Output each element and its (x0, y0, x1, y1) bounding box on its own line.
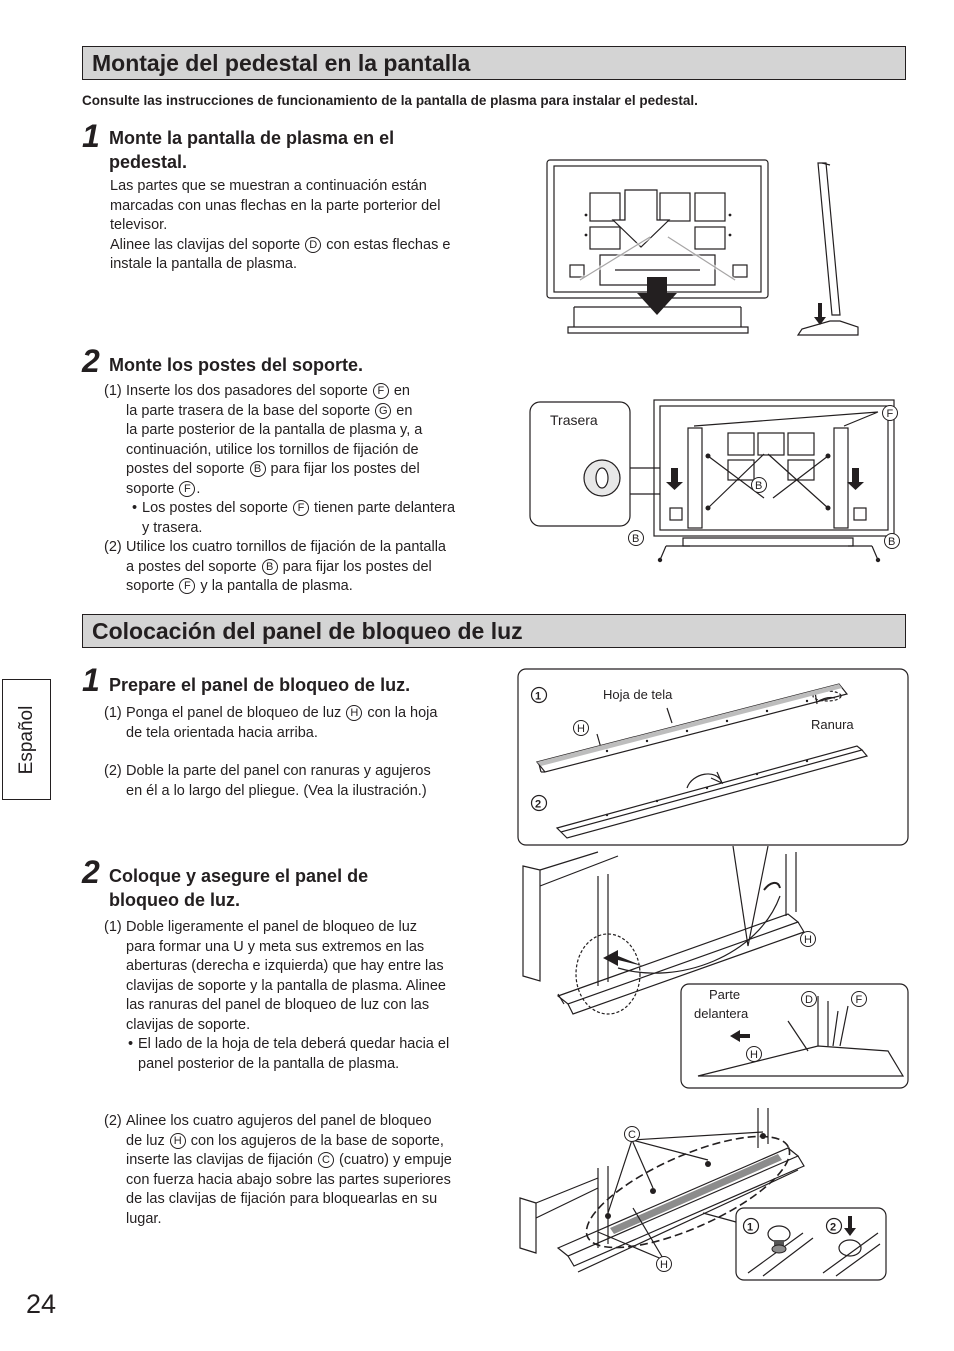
text-line (126, 1132, 504, 1152)
part-label-b: B (888, 536, 896, 548)
section-header-pedestal (82, 46, 906, 80)
text-line: la parte posterior de la pantalla de plasma y, a (126, 422, 423, 438)
bullet-item (130, 499, 514, 538)
section-title: Colocación del panel de bloqueo de luz (92, 618, 523, 644)
text-line (126, 558, 514, 578)
item-number: (2) (104, 1113, 122, 1129)
part-label-b: B (250, 461, 266, 477)
text-line: de las clavijas de fijación para bloquearlas en su (126, 1191, 438, 1207)
bullet: • (128, 1036, 134, 1052)
label-trasera: Trasera (550, 412, 598, 428)
part-label-b: B (755, 480, 763, 492)
step-title-line: Monte la pantalla de plasma en el (109, 128, 395, 148)
step-title: Prepare el panel de bloqueo de luz. (109, 675, 411, 695)
insert-panel-illustration (518, 846, 910, 1090)
text-line: instale la pantalla de plasma. (110, 256, 298, 272)
item-number: (1) (104, 919, 122, 935)
text-line (126, 577, 514, 597)
part-label-h: H (170, 1133, 186, 1149)
text-line (126, 460, 514, 480)
label-hoja-de-tela: Hoja de tela (603, 687, 673, 702)
text: con la hoja (363, 705, 438, 721)
item-number: (1) (104, 705, 122, 721)
part-label-f: F (373, 383, 389, 399)
part-label-c: C (628, 1129, 636, 1141)
text-line: El lado de la hoja de tela deberá quedar hacia el (138, 1036, 450, 1052)
part-label-f: F (179, 578, 195, 594)
text-line: lugar. (126, 1210, 162, 1227)
part-label-d: D (805, 994, 813, 1006)
light-block-panel-illustration (517, 668, 909, 848)
pedestal-mount-illustration (540, 155, 862, 345)
text-line (110, 236, 510, 256)
part-label-h: H (804, 934, 812, 946)
text-line: Las partes que se muestran a continuación están (110, 178, 427, 194)
part-label-g: G (375, 403, 391, 419)
text-line: de tela orientada hacia arriba. (126, 724, 318, 741)
part-label-f: F (855, 994, 863, 1006)
step-number: 1 (82, 662, 100, 698)
text: postes del soporte (126, 461, 249, 477)
bullet-item (126, 1035, 504, 1074)
text-line: Utilice los cuatro tornillos de fijación de la pantalla (126, 539, 446, 555)
text-line (126, 402, 514, 422)
text-line: continuación, utilice los tornillos de fijación de (126, 441, 419, 458)
text-line: Alinee los cuatro agujeros del panel de bloqueo (126, 1113, 432, 1129)
part-label-c: C (318, 1152, 334, 1168)
item-number: (2) (104, 539, 122, 555)
part-label-h: H (660, 1259, 668, 1271)
text-line: marcadas con unas flechas en la parte porterior del (110, 197, 441, 214)
item-number: (1) (104, 383, 122, 399)
text-line: y trasera. (142, 519, 203, 536)
list-item (104, 762, 504, 801)
text-line: con fuerza hacia abajo sobre las partes superiores (126, 1171, 451, 1188)
part-label-f: F (886, 408, 894, 420)
text-line: clavijas de soporte y la pantalla de plasma. Alinee (126, 977, 446, 994)
step-body (104, 382, 514, 597)
step-number: 2 (82, 854, 100, 890)
list-item (104, 918, 504, 1074)
part-label-d: D (305, 237, 321, 253)
part-label-h: H (750, 1049, 758, 1061)
text: y la pantalla de plasma. (196, 578, 353, 594)
text-line: aberturas (derecha e izquierda) que hay entre las (126, 958, 444, 974)
text: la parte trasera de la base del soporte (126, 402, 375, 419)
step-title (109, 864, 368, 912)
part-label-b: B (262, 559, 278, 575)
step-number: 1 (82, 118, 100, 154)
text: tienen parte delantera (309, 500, 456, 516)
label-ranura: Ranura (811, 717, 854, 732)
step-number: 2 (82, 343, 100, 379)
list-item (104, 704, 504, 743)
text: soporte (126, 578, 179, 594)
section-lead: Consulte las instrucciones de funcionamiento de la pantalla de plasma para instalar el pedestal. (82, 93, 698, 108)
list-item (104, 1112, 504, 1229)
text-line: Doble ligeramente el panel de bloqueo de luz (126, 919, 418, 935)
text: Los postes del soporte (142, 500, 292, 516)
text: con estas flechas e (322, 236, 451, 253)
text-line (126, 704, 504, 724)
text: de luz (126, 1132, 169, 1149)
page-number: 24 (26, 1289, 57, 1319)
text: . (196, 480, 201, 497)
text: inserte las clavijas de fijación (126, 1152, 318, 1168)
text: Ponga el panel de bloqueo de luz (126, 705, 346, 721)
part-label-f: F (293, 500, 309, 516)
part-label-h: H (577, 723, 585, 735)
item-number: (2) (104, 763, 122, 779)
fig-step-1: 1 (747, 1221, 754, 1234)
fig-step-1: 1 (535, 690, 542, 703)
text-line: panel posterior de la pantalla de plasma. (138, 1055, 400, 1072)
text: (cuatro) y empuje (335, 1152, 452, 1168)
text-line: las ranuras del panel de bloqueo de luz con las (126, 997, 430, 1013)
label-parte: Parte (709, 987, 741, 1002)
text: para fijar los postes del (278, 558, 432, 575)
language-label: Español (15, 705, 37, 774)
text: Alinee las clavijas del soporte (110, 236, 305, 253)
text-line: en él a lo largo del pliegue. (Vea la ilustración.) (126, 782, 427, 799)
step-body (104, 918, 504, 1229)
list-item (104, 538, 514, 597)
step-body (104, 704, 504, 801)
locking-pins-illustration (518, 1108, 910, 1283)
fig-step-2: 2 (830, 1221, 837, 1234)
step-title-line: bloqueo de luz. (109, 890, 240, 910)
text: para fijar los postes del (266, 461, 420, 477)
text-line: Doble la parte del panel con ranuras y agujeros (126, 763, 431, 779)
bullet: • (132, 500, 138, 516)
text-line: televisor. (110, 217, 168, 233)
section-header-light-block (82, 614, 906, 648)
text: a postes del soporte (126, 558, 261, 575)
part-label-b: B (632, 533, 640, 545)
label-delantera: delantera (694, 1006, 749, 1021)
list-item (104, 382, 514, 538)
text-line (126, 480, 514, 500)
step-title-line: pedestal. (109, 152, 188, 172)
text: Inserte los dos pasadores del soporte (126, 383, 372, 399)
text-line: para formar una U y meta sus extremos en las (126, 938, 425, 955)
part-label-h: H (346, 705, 362, 721)
fig-step-2: 2 (535, 798, 542, 811)
language-tab (2, 679, 51, 800)
section-title: Montaje del pedestal en la pantalla (92, 50, 471, 76)
step-body (110, 177, 510, 275)
text-line (126, 1151, 504, 1171)
text-line (126, 382, 514, 402)
step-title: Monte los postes del soporte. (109, 355, 364, 375)
text: en (389, 383, 411, 399)
part-label-f: F (179, 481, 195, 497)
text: con los agujeros de la base de soporte, (186, 1132, 444, 1149)
step-title (109, 126, 394, 174)
step-title-line: Coloque y asegure el panel de (109, 866, 369, 886)
text: soporte (126, 480, 179, 497)
text-line (142, 499, 514, 519)
text: en (392, 402, 413, 419)
stand-posts-illustration (528, 398, 906, 568)
text-line: clavijas de soporte. (126, 1016, 251, 1033)
